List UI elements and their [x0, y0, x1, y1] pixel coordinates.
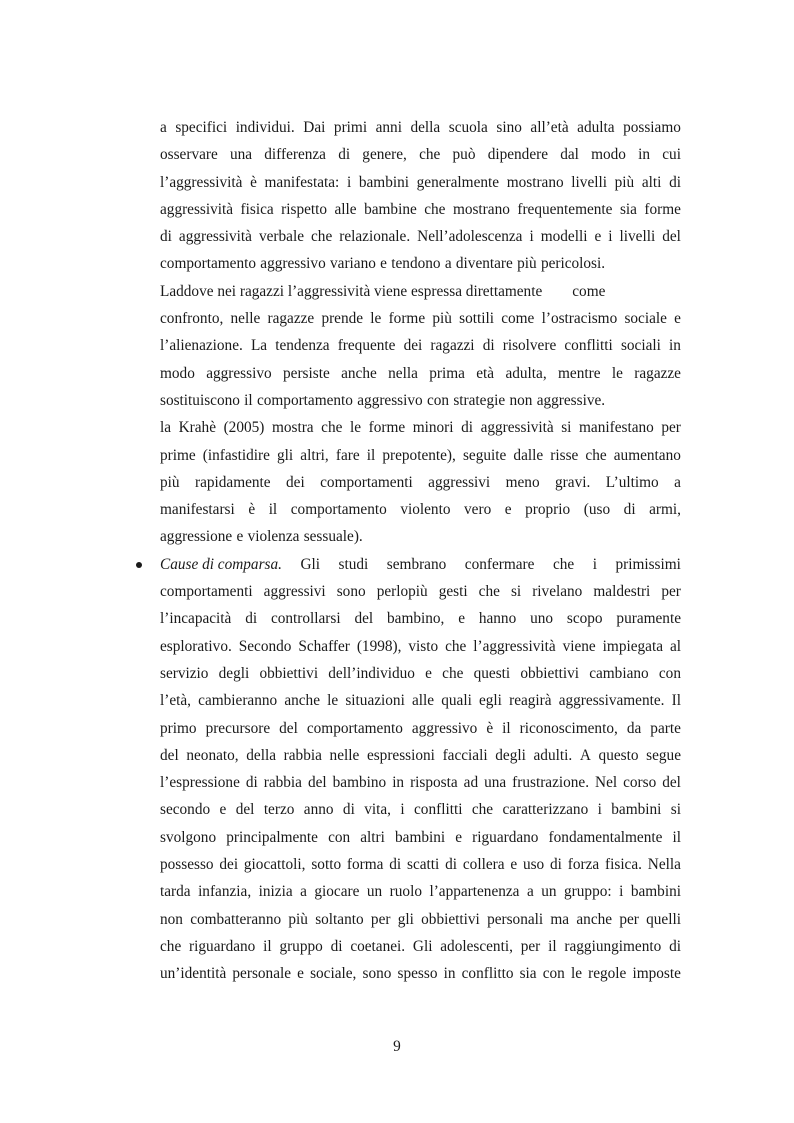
text-line: l’aggressività è manifestata: i bambini generalmente mostrano livelli più alti di: [160, 173, 681, 191]
text-line: l’alienazione. La tendenza frequente dei ragazzi di risolvere conflitti sociali in: [160, 337, 681, 355]
text-line: l’espressione di rabbia del bambino in risposta ad una frustrazione. Nel corso del: [160, 774, 681, 792]
text-line: osservare una differenza di genere, che può dipendere dal modo in cui: [160, 146, 681, 164]
text-line: non combatteranno più soltanto per gli obbiettivi personali ma anche per quelli: [160, 910, 681, 928]
text-line: Cause di comparsa. Gli studi sembrano confermare che i primissimi: [160, 551, 681, 578]
text-line: prime (infastidire gli altri, fare il prepotente), seguite dalle risse che aumentano: [160, 446, 681, 464]
text-line: sostituiscono il comportamento aggressivo con strategie non aggressive.: [160, 391, 606, 409]
bullet-icon: [136, 562, 142, 568]
text-line: di aggressività verbale che relazionale. Nell’adolescenza i modelli e i livelli del: [160, 228, 681, 246]
page-number: 9: [393, 1038, 401, 1055]
text-line: confronto, nelle ragazze prende le forme più sottili come l’ostracismo sociale e: [160, 310, 681, 328]
text-line: che riguardano il gruppo di coetanei. Gli adolescenti, per il raggiungimento di: [160, 937, 681, 955]
text-line: esplorativo. Secondo Schaffer (1998), visto che l’aggressività viene impiegata al: [160, 637, 681, 655]
text-line: un’identità personale e sociale, sono spesso in conflitto sia con le regole imposte: [160, 965, 681, 983]
text-line: manifestarsi è il comportamento violento vero e proprio (uso di armi,: [160, 501, 681, 519]
text-line: comportamento aggressivo variano e tendono a diventare più pericolosi.: [160, 255, 606, 273]
text-line: Laddove nei ragazzi l’aggressività viene espressa direttamente come: [160, 282, 606, 300]
text-line: a specifici individui. Dai primi anni della scuola sino all’età adulta possiamo: [160, 119, 681, 136]
text-line: tarda infanzia, inizia a giocare un ruolo l’appartenenza a un gruppo: i bambini: [160, 883, 681, 901]
text-line: l’età, cambieranno anche le situazioni alle quali egli reagirà aggressivamente. Il: [160, 692, 681, 710]
text-line: servizio degli obbiettivi dell’individuo e che questi obbiettivi cambiano con: [160, 664, 681, 682]
text-line: primo precursore del comportamento aggressivo è il riconoscimento, da parte: [160, 719, 681, 737]
text-line: possesso dei giocattoli, sotto forma di scatti di collera e uso di forza fisica. Nella: [160, 856, 681, 874]
bullet-heading: Cause di comparsa.: [160, 555, 282, 573]
text-line: svolgono principalmente con altri bambini e riguardano fondamentalmente il: [160, 828, 681, 846]
text-line: modo aggressivo persiste anche nella prima età adulta, mentre le ragazze: [160, 364, 681, 382]
text-line: l’incapacità di controllarsi del bambino, e hanno uno scopo puramente: [160, 610, 681, 628]
text-line: la Krahè (2005) mostra che le forme minori di aggressività si manifestano per: [160, 419, 681, 437]
text-line: più rapidamente dei comportamenti aggressivi meno gravi. L’ultimo a: [160, 473, 681, 491]
text-line: del neonato, della rabbia nelle espressioni facciali degli adulti. A questo segue: [160, 746, 681, 764]
text-line: aggressione e violenza sessuale).: [160, 528, 363, 546]
text-line: comportamenti aggressivi sono perlopiù gesti che si rivelano maldestri per: [160, 583, 681, 601]
text-line: secondo e del terzo anno di vita, i conflitti che caratterizzano i bambini si: [160, 801, 681, 819]
text-line: aggressività fisica rispetto alle bambine che mostrano frequentemente sia forme: [160, 200, 681, 218]
body-text: [160, 114, 681, 988]
